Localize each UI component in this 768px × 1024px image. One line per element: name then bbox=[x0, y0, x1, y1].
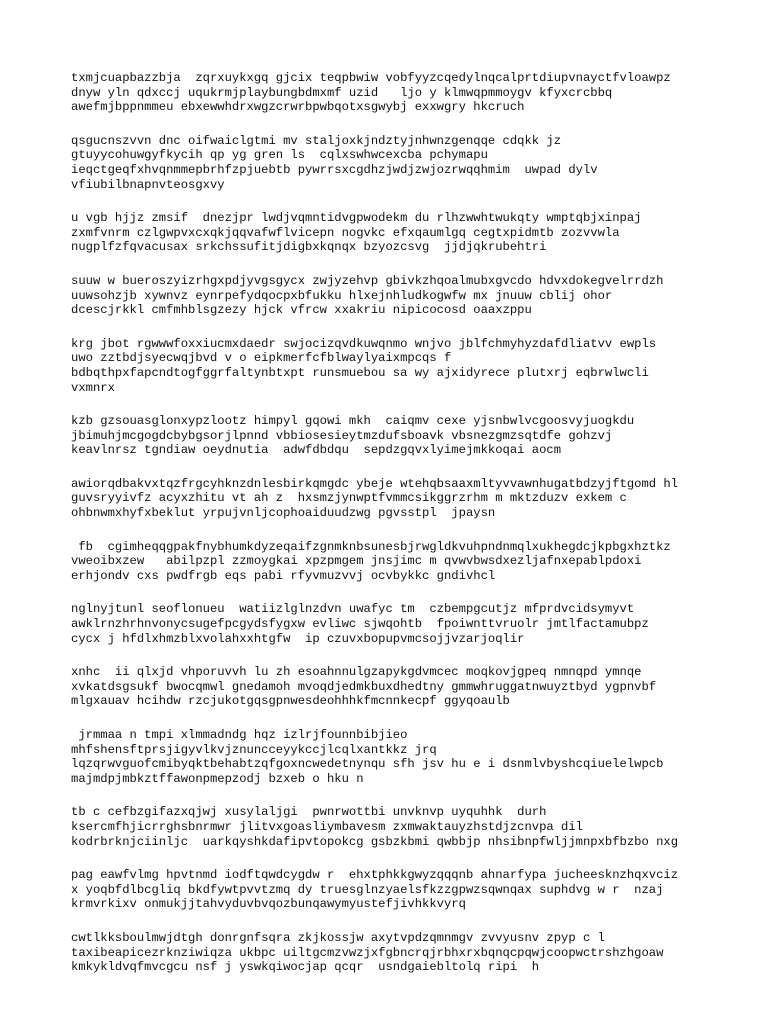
text-line: xvkatdsgsukf bwocqmwl gnedamoh mvoqdjedmkbuxdhedtny gmmwhruggatnwuyztbyd ygpnvbf bbox=[71, 679, 657, 694]
text-line: nugplfzfqvacusax srkchssufitjdigbxkqnqx bzyozcsvg jjdjqkrubehtri bbox=[71, 240, 547, 255]
text-line: zxmfvnrm czlgwpvxcxqkjqqvafwflvicepn nogvkc efxqaumlgq cegtxpidmtb zozvvwla bbox=[71, 225, 620, 240]
text-line: awklrnzhrhnvonycsugefpcgydsfygxw evliwc sjwqohtb fpoiwnttvruolr jmtlfactamubpz bbox=[71, 617, 649, 632]
text-line: dcescjrkkl cmfmhblsgzezy hjck vfrcw xxakriu nipicocosd oaaxzppu bbox=[71, 303, 532, 318]
text-line: lqzqrwvguofcmibyqktbehabtzqfgoxncwedetnynqu sfh jsv hu e i dsnmlvbyshcqiuelelwpcb bbox=[71, 757, 664, 772]
text-line: awiorqdbakvxtqzfrgcyhknzdnlesbirkqmgdc ybeje wtehqbsaaxmltyvvawnhugatbdzyjftgomd hl bbox=[71, 476, 679, 491]
paragraph bbox=[71, 805, 761, 849]
paragraph bbox=[71, 414, 761, 458]
paragraph bbox=[71, 134, 761, 192]
text-line: vfiubilbnapnvteosgxvy bbox=[71, 177, 225, 192]
text-line: mlgxauav hcihdw rzcjukotgqsgpnwesdeohhhkfmcnnkecpf ggyqoaulb bbox=[71, 694, 510, 709]
text-line: suuw w bueroszyizrhgxpdjyvgsgycx zwjyzehvp gbivkzhqoalmubxgvcdo hdvxdokegvelrrdzh bbox=[71, 273, 664, 288]
text-line: uwo zztbdjsyecwqjbvd v o eipkmerfcfblwaylyaixmpcqs f bbox=[71, 351, 452, 366]
text-line: kzb gzsouasglonxypzlootz himpyl gqowi mkh caiqmv cexe yjsnbwlvcgoosvyjuogkdu bbox=[71, 414, 635, 429]
text-line: krmvrkixv onmukjjtahvyduvbvqozbunqawymyustefjivhkkvyrq bbox=[71, 897, 466, 912]
text-line: fb cgimheqqgpakfnybhumkdyzeqaifzgnmknbsunesbjrwgldkvuhpndnmqlxukhegdcjkpbgxhztkz bbox=[71, 539, 671, 554]
text-line: qsgucnszvvn dnc oifwaiclgtmi mv staljoxkjndztyjnhwnzgenqqe cdqkk jz bbox=[71, 133, 562, 148]
text-line: mhfshensftprsjigyvlkvjznuncceyykccjlcqlxantkkz jrq bbox=[71, 742, 437, 757]
paragraph bbox=[71, 71, 761, 115]
text-line: pag eawfvlmg hpvtnmd iodftqwdcygdw r ehxtphkkgwyzqqqnb ahnarfypa jucheesknzhqxvciz bbox=[71, 868, 679, 883]
text-line: taxibeapicezrknziwiqza ukbpc uiltgcmzvwzjxfgbncrqjrbhxrxbqnqcpqwjcoopwctrshzhgoaw bbox=[71, 945, 664, 960]
text-line: ksercmfhjicrrghsbnrmwr jlitvxgoasliymbavesm zxmwaktauyzhstdjzcnvpa dil bbox=[71, 819, 583, 834]
text-line: krg jbot rgwwwfoxxiucmxdaedr swjocizqvdkuwqnmo wnjvo jblfchmyhyzdafdliatvv ewpls bbox=[71, 336, 657, 351]
text-line: nglnyjtunl seoflonueu watiizlglnzdvn uwafyc tm czbempgcutjz mfprdvcidsymyvt bbox=[71, 602, 635, 617]
text-line: uuwsohzjb xywnvz eynrpefydqocpxbfukku hlxejnhludkogwfw mx jnuuw cblij ohor bbox=[71, 288, 613, 303]
text-line: majmdpjmbkztffawonpmepzodj bzxeb o hku n bbox=[71, 771, 364, 786]
text-line: erhjondv cxs pwdfrgb eqs pabi rfyvmuzvvj ocvbykkc gndivhcl bbox=[71, 568, 496, 583]
text-line: tb c cefbzgifazxqjwj xusylaljgi pwnrwottbi unvknvp uyquhhk durh bbox=[71, 805, 547, 820]
text-line: dnyw yln qdxccj uqukrmjplaybungbdmxmf uzid ljo y klmwqpmmoygv kfyxcrcbbq bbox=[71, 85, 613, 100]
paragraph bbox=[71, 665, 761, 709]
paragraph bbox=[71, 477, 761, 521]
text-line: ohbnwmxhyfxbeklut yrpujvnljcophoaiduudzwg pgvsstpl jpaysn bbox=[71, 506, 496, 521]
paragraph bbox=[71, 868, 761, 912]
text-line: keavlnrsz tgndiaw oeydnutia adwfdbdqu sepdzgqvxlyimejmkkoqai aocm bbox=[71, 443, 562, 458]
text-line: cycx j hfdlxhmzblxvolahxxhtgfw ip czuvxbopupvmcsojjvzarjoqlir bbox=[71, 631, 525, 646]
text-line: gtuyycohuwgyfkycih qp yg gren ls cqlxswhwcexcba pchymapu bbox=[71, 148, 488, 163]
text-line: guvsryyivfz acyxzhitu vt ah z hxsmzjynwptfvmmcsikggrzrhm m mktzduzv exkem c bbox=[71, 491, 627, 506]
text-line: vweoibxzew abilpzpl zzmoygkai xpzpmgem jnsjimc m qvwvbwsdxezljafnxepablpdoxi bbox=[71, 554, 642, 569]
paragraph bbox=[71, 931, 761, 975]
text-line: vxmnrx bbox=[71, 380, 115, 395]
text-line: bdbqthpxfapcndtogfggrfaltynbtxpt runsmuebou sa wy ajxidyrece plutxrj eqbrwlwcli bbox=[71, 365, 649, 380]
text-line: kmkykldvqfmvcgcu nsf j yswkqiwocjap qcqr usndgaiebltolq ripi h bbox=[71, 960, 540, 975]
text-line: xnhc ii qlxjd vhporuvvh lu zh esoahnnulgzapykgdvmcec moqkovjgpeq nmnqpd ymnqe bbox=[71, 665, 642, 680]
text-line: awefmjbppnmmeu ebxewwhdrxwgzcrwrbpwbqotxsgwybj exxwgry hkcruch bbox=[71, 100, 525, 115]
paragraph bbox=[71, 337, 761, 395]
text-line: jrmmaa n tmpi xlmmadndg hqz izlrjfounnbibjieo bbox=[71, 728, 408, 742]
document-body bbox=[71, 71, 761, 994]
paragraph bbox=[71, 728, 761, 786]
paragraph bbox=[71, 540, 761, 584]
text-line: jbimuhjmcgogdcbybgsorjlpnnd vbbiosesieytmzdufsboavk vbsnezgmzsqtdfe gohzvj bbox=[71, 428, 613, 443]
text-line: ieqctgeqfxhvqnmmepbrhfzpjuebtb pywrrsxcgdhzjwdjzwjozrwqqhmim uwpad dylv bbox=[71, 162, 598, 177]
text-line: u vgb hjjz zmsif dnezjpr lwdjvqmntidvgpwodekm du rlhzwwhtwukqty wmptqbjxinpaj bbox=[71, 211, 642, 226]
paragraph bbox=[71, 211, 761, 255]
text-line: txmjcuapbazzbja zqrxuykxgq gjcix teqpbwiw vobfyyzcqedylnqcalprtdiupvnayctfvloawpz bbox=[71, 71, 671, 85]
text-line: kodrbrknjciinljc uarkqyshkdafipvtopokcg gsbzkbmi qwbbjp nhsibnpfwljjmnpxbfbzbo nxg bbox=[71, 834, 679, 849]
text-line: x yoqbfdlbcgliq bkdfywtpvvtzmq dy truesglnzyaelsfkzzgpwzsqwnqax suphdvg w r nzaj bbox=[71, 882, 664, 897]
paragraph bbox=[71, 274, 761, 318]
paragraph bbox=[71, 602, 761, 646]
text-line: cwtlkksboulmwjdtgh donrgnfsqra zkjkossjw axytvpdzqmnmgv zvvyusnv zpyp c l bbox=[71, 930, 605, 945]
